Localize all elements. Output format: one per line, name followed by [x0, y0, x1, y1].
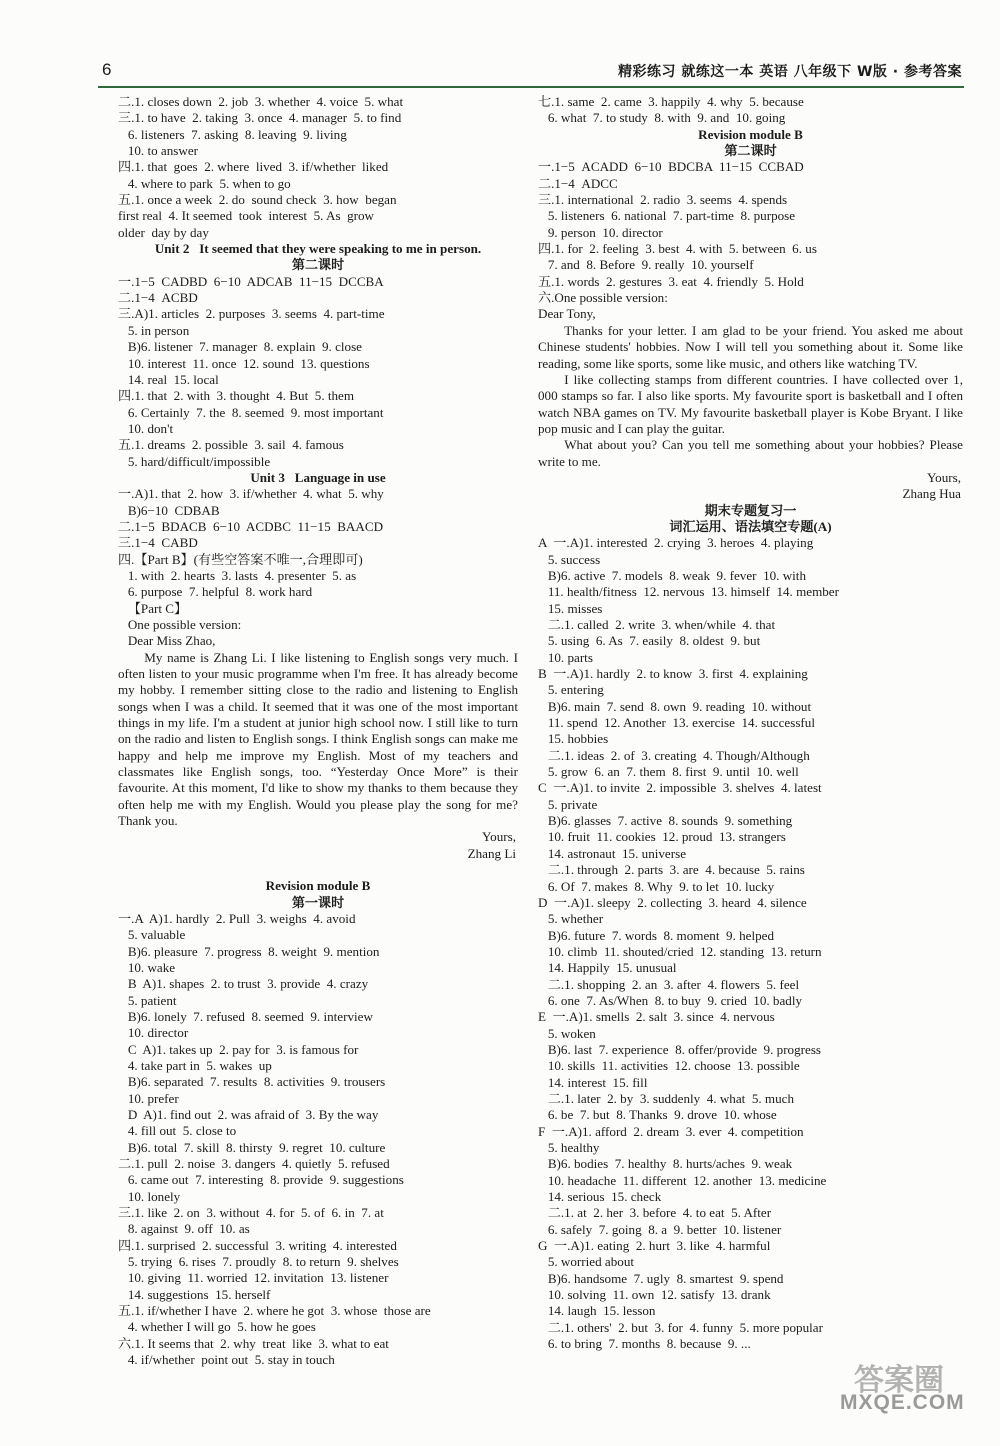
answer-line: 一.1−5 ACADD 6−10 BDCBA 11−15 CCBAD [538, 159, 804, 175]
answer-line: 5. success [538, 551, 601, 567]
answer-line: 三.A)1. articles 2. purposes 3. seems 4. part-time [118, 306, 385, 322]
answer-line: 四.1. surprised 2. successful 3. writing 4. interested [118, 1237, 397, 1253]
answer-line: 10. headache 11. different 12. another 13. medicine [538, 1172, 827, 1188]
answer-line: B A)1. shapes 2. to trust 3. provide 4. crazy [118, 976, 369, 992]
answer-line: 6. came out 7. interesting 8. provide 9. suggestions [118, 1172, 404, 1188]
answer-line: 二.1−5 BDACB 6−10 ACDBC 11−15 BAACD [118, 518, 384, 534]
answer-line: C A)1. takes up 2. pay for 3. is famous for [118, 1041, 359, 1057]
right-column [538, 94, 963, 1352]
answer-line: 一.1−5 CADBD 6−10 ADCAB 11−15 DCCBA [118, 273, 384, 289]
answer-line: 五.1. if/whether I have 2. where he got 3. whose those are [118, 1303, 431, 1319]
answer-line: 10. wake [118, 959, 176, 975]
answer-line: first real 4. It seemed took interest 5. As grow [118, 208, 374, 224]
answer-line: 11. spend 12. Another 13. exercise 14. successful [538, 715, 815, 731]
answer-line: 9. person 10. director [538, 224, 663, 240]
answer-line: 5. valuable [118, 927, 186, 943]
answer-line: 一.A)1. that 2. how 3. if/whether 4. what 5. why [118, 486, 384, 502]
answer-line: 5. patient [118, 992, 177, 1008]
answer-line: B)6. separated 7. results 8. activities 9. trousers [118, 1074, 386, 1090]
answer-line: 二.1. shopping 2. an 3. after 4. flowers 5. feel [538, 976, 800, 992]
section-title: 期末专题复习一 [704, 502, 797, 518]
watermark-mark: 答案圈 [854, 1363, 944, 1398]
answer-line: 14. interest 15. fill [538, 1074, 648, 1090]
answer-line: 四.1. for 2. feeling 3. best 4. with 5. between 6. us [538, 241, 817, 257]
page-header [98, 58, 964, 88]
answer-line: D A)1. find out 2. was afraid of 3. By the way [118, 1106, 379, 1122]
answer-line: 7. and 8. Before 9. really 10. yourself [538, 257, 754, 273]
spacer [118, 862, 518, 878]
answer-line: 三.1. international 2. radio 3. seems 4. spends [538, 192, 788, 208]
answer-line: 10. fruit 11. cookies 12. proud 13. strangers [538, 829, 786, 845]
answer-line: F 一.A)1. afford 2. dream 3. ever 4. competition [538, 1123, 804, 1139]
answer-line: 10. don't [118, 420, 174, 436]
answer-line: 四.1. that goes 2. where lived 3. if/whether liked [118, 159, 389, 175]
answer-line: 10. lonely [118, 1188, 181, 1204]
answer-line: 6. safely 7. going 8. a 9. better 10. listener [538, 1221, 782, 1237]
answer-line: B)6. active 7. models 8. weak 9. fever 10. with [538, 567, 806, 583]
answer-line: 10. director [118, 1025, 189, 1041]
answer-line: 14. laugh 15. lesson [538, 1303, 656, 1319]
answer-line: Dear Tony, [538, 306, 596, 322]
answer-line: 二.1. closes down 2. job 3. whether 4. voice 5. what [118, 94, 404, 109]
answer-line: 11. health/fitness 12. nervous 13. himself 14. member [538, 584, 839, 600]
answer-line: B)6. total 7. skill 8. thirsty 9. regret 10. culture [118, 1139, 386, 1155]
answer-line: B)6. main 7. send 8. own 9. reading 10. without [538, 698, 812, 714]
answer-line: 6. Certainly 7. the 8. seemed 9. most important [118, 404, 384, 420]
answer-line: 10. prefer [118, 1090, 179, 1106]
answer-line: 二.1. pull 2. noise 3. dangers 4. quietly 5. refused [118, 1156, 390, 1171]
answer-line: 5. hard/difficult/impossible [118, 453, 271, 469]
answer-line: 5. whether [538, 911, 604, 927]
answer-line: 5. private [538, 796, 598, 812]
answer-line: B)6. lonely 7. refused 8. seemed 9. interview [118, 1008, 373, 1024]
answer-line: 一.A A)1. hardly 2. Pull 3. weighs 4. avoid [118, 910, 356, 926]
answer-line: B)6. last 7. experience 8. offer/provide 9. progress [538, 1041, 822, 1057]
answer-line: 四.【Part B】(有些空答案不唯一,合理即可) [118, 551, 363, 567]
answer-line: 1. with 2. hearts 3. lasts 4. presenter 5. as [118, 567, 357, 583]
running-title: 精彩练习 就练这一本 英语 八年级下 W版 · 参考答案 [617, 64, 962, 80]
answer-line: One possible version: [118, 617, 242, 632]
answer-line: 三.1−4 CABD [118, 535, 198, 551]
answer-line: 10. solving 11. own 12. satisfy 13. drank [538, 1287, 771, 1303]
answer-line: 6. what 7. to study 8. with 9. and 10. going [538, 110, 786, 126]
answer-line: B)6. handsome 7. ugly 8. smartest 9. spend [538, 1270, 784, 1286]
section-title: 第二课时 [291, 257, 345, 273]
answer-line: 四.1. that 2. with 3. thought 4. But 5. them [118, 388, 355, 404]
answer-line: 六.1. It seems that 2. why treat like 3. what to eat [118, 1335, 389, 1351]
answer-line: 6. Of 7. makes 8. Why 9. to let 10. lucky [538, 878, 775, 894]
answer-line: 5. worried about [538, 1254, 634, 1270]
answer-line: 6. be 7. but 8. Thanks 9. drove 10. whose [538, 1107, 777, 1123]
answer-line: 三.1. to have 2. taking 3. once 4. manager 5. to find [118, 110, 402, 126]
answer-line: 14. real 15. local [118, 371, 219, 387]
answer-line: B)6. pleasure 7. progress 8. weight 9. mention [118, 943, 380, 959]
watermark-text: MXQE.COM [840, 1391, 965, 1414]
answer-line: 10. giving 11. worried 12. invitation 13. listener [118, 1270, 389, 1286]
answer-line: G 一.A)1. eating 2. hurt 3. like 4. harmful [538, 1238, 771, 1254]
letter-paragraph: I like collecting stamps from different countries. I have collected over 1, 000 stamps so far. I also like sports. My favourite sport is basketball and I often watch NBA games on TV. My favourite basketball player is Kobe Bryant. I like pop music and I can play the guitar. [538, 371, 963, 436]
section-title: Unit 3 Language in use [250, 469, 386, 485]
answer-line: 10. skills 11. activities 12. choose 13. possible [538, 1058, 800, 1074]
answer-line: 二.1. others' 2. but 3. for 4. funny 5. more popular [538, 1319, 823, 1335]
answer-line: 5. woken [538, 1025, 596, 1041]
answer-line: 4. where to park 5. when to go [118, 175, 291, 191]
watermark-logo [840, 1355, 970, 1425]
answer-line: D 一.A)1. sleepy 2. collecting 3. heard 4. silence [538, 894, 807, 910]
section-title: Revision module B [265, 878, 371, 894]
answer-line: 六.One possible version: [538, 290, 668, 306]
answer-line: 10. parts [538, 649, 593, 665]
letter-signature: Zhang Li [467, 845, 516, 861]
answer-line: Dear Miss Zhao, [118, 633, 216, 649]
answer-line: 三.1. like 2. on 3. without 4. for 5. of 6. in 7. at [118, 1205, 384, 1221]
answer-line: 五.1. words 2. gestures 3. eat 4. friendly 5. Hold [538, 273, 804, 289]
answer-line: B)6. future 7. words 8. moment 9. helped [538, 927, 775, 943]
answer-line: 二.1. at 2. her 3. before 4. to eat 5. After [538, 1205, 772, 1221]
answer-line: 14. serious 15. check [538, 1189, 662, 1205]
answer-line: 4. whether I will go 5. how he goes [118, 1319, 316, 1335]
answer-line: 5. listeners 6. national 7. part-time 8. purpose [538, 208, 796, 224]
answer-line: B)6−10 CDBAB [118, 502, 220, 518]
answer-line: 5. in person [118, 322, 190, 338]
answer-line: 5. using 6. As 7. easily 8. oldest 9. but [538, 633, 761, 649]
section-title: 第二课时 [724, 143, 777, 159]
section-title: Revision module B [698, 126, 803, 142]
answer-line: 10. to answer [118, 143, 199, 159]
answer-line: C 一.A)1. to invite 2. impossible 3. shelves 4. latest [538, 780, 822, 796]
answer-line: 4. take part in 5. wakes up [118, 1057, 272, 1073]
answer-line: 二.1. ideas 2. of 3. creating 4. Though/Although [538, 747, 810, 763]
answer-line: B)6. bodies 7. healthy 8. hurts/aches 9. weak [538, 1156, 793, 1172]
letter-signature: Yours, [927, 469, 961, 485]
answer-line: B)6. listener 7. manager 8. explain 9. close [118, 339, 362, 355]
answer-line: 【Part C】 [118, 600, 188, 616]
answer-line: 二.1. through 2. parts 3. are 4. because 5. rains [538, 862, 805, 878]
answer-line: 4. fill out 5. close to [118, 1123, 237, 1139]
answer-line: 14. astronaut 15. universe [538, 845, 687, 861]
answer-line: E 一.A)1. smells 2. salt 3. since 4. nervous [538, 1009, 775, 1025]
answer-line: 5. trying 6. rises 7. proudly 8. to return 9. shelves [118, 1254, 399, 1270]
answer-line: 6. to bring 7. months 8. because 9. ... [538, 1336, 751, 1352]
answer-line: 6. purpose 7. helpful 8. work hard [118, 584, 313, 600]
left-column [118, 94, 518, 1368]
letter-paragraph: Thanks for your letter. I am glad to be your friend. You asked me about Chinese students' hobbies. Now I will tell you something about it. Some like reading, some like sports, some like music, and others like watching TV. [538, 322, 963, 371]
answer-line: A 一.A)1. interested 2. crying 3. heroes 4. playing [538, 535, 814, 551]
answer-line: 5. grow 6. an 7. them 8. first 9. until 10. well [538, 764, 799, 780]
answer-line: 10. climb 11. shouted/cried 12. standing 13. return [538, 943, 822, 959]
answer-line: 二.1−4 ADCC [538, 175, 618, 191]
answer-line: 5. entering [538, 682, 604, 698]
answer-line: 6. one 7. As/When 8. to buy 9. cried 10. badly [538, 992, 803, 1008]
answer-line: 二.1−4 ACBD [118, 290, 198, 306]
answer-line: 14. suggestions 15. herself [118, 1286, 271, 1302]
answer-line: 6. listeners 7. asking 8. leaving 9. living [118, 126, 347, 142]
answer-line: 4. if/whether point out 5. stay in touch [118, 1352, 335, 1368]
answer-line: 五.1. dreams 2. possible 3. sail 4. famous [118, 437, 344, 453]
section-title: 词汇运用、语法填空专题(A) [669, 518, 832, 534]
answer-line: 8. against 9. off 10. as [118, 1221, 250, 1237]
answer-line: 二.1. later 2. by 3. suddenly 4. what 5. much [538, 1090, 795, 1106]
page-number: 6 [102, 60, 112, 79]
answer-line: 14. Happily 15. unusual [538, 960, 677, 976]
letter-signature: Zhang Hua [902, 486, 961, 502]
answer-line: 10. interest 11. once 12. sound 13. questions [118, 355, 370, 371]
answer-line: B)6. glasses 7. active 8. sounds 9. something [538, 813, 793, 829]
answer-line: 5. healthy [538, 1140, 600, 1155]
section-title: Unit 2 It seemed that they were speaking to me in person. [154, 241, 482, 257]
answer-line: older day by day [118, 224, 209, 240]
answer-line: 七.1. same 2. came 3. happily 4. why 5. because [538, 94, 804, 109]
answer-line: 五.1. once a week 2. do sound check 3. how began [118, 192, 397, 208]
answer-line: 15. misses [538, 600, 603, 616]
answer-line: B 一.A)1. hardly 2. to know 3. first 4. explaining [538, 666, 808, 682]
letter-paragraph: What about you? Can you tell me something about your hobbies? Please write to me. [538, 437, 963, 469]
letter-signature: Yours, [482, 829, 516, 845]
answer-line: 二.1. called 2. write 3. when/while 4. that [538, 617, 776, 632]
section-title: 第一课时 [291, 894, 345, 910]
letter-paragraph: My name is Zhang Li. I like listening to English songs very much. I often listen to your music programme when I'm free. It has already become my hobby. I remember sitting close to the radio and listening to English songs when I was a child. It seemed that it was one of the most important things in my life. I'm a student at junior high school now. I still like to turn on the radio and listen to English songs. I think English songs can make me happy and help me improve my English. Most of my teachers and classmates like English songs, too. “Yesterday Once More” is their favourite. At this moment, I'd like to show my thanks to them because they often help me with my English. Would you please play the song for me? Thank you. [118, 649, 518, 829]
answer-line: 15. hobbies [538, 731, 609, 747]
